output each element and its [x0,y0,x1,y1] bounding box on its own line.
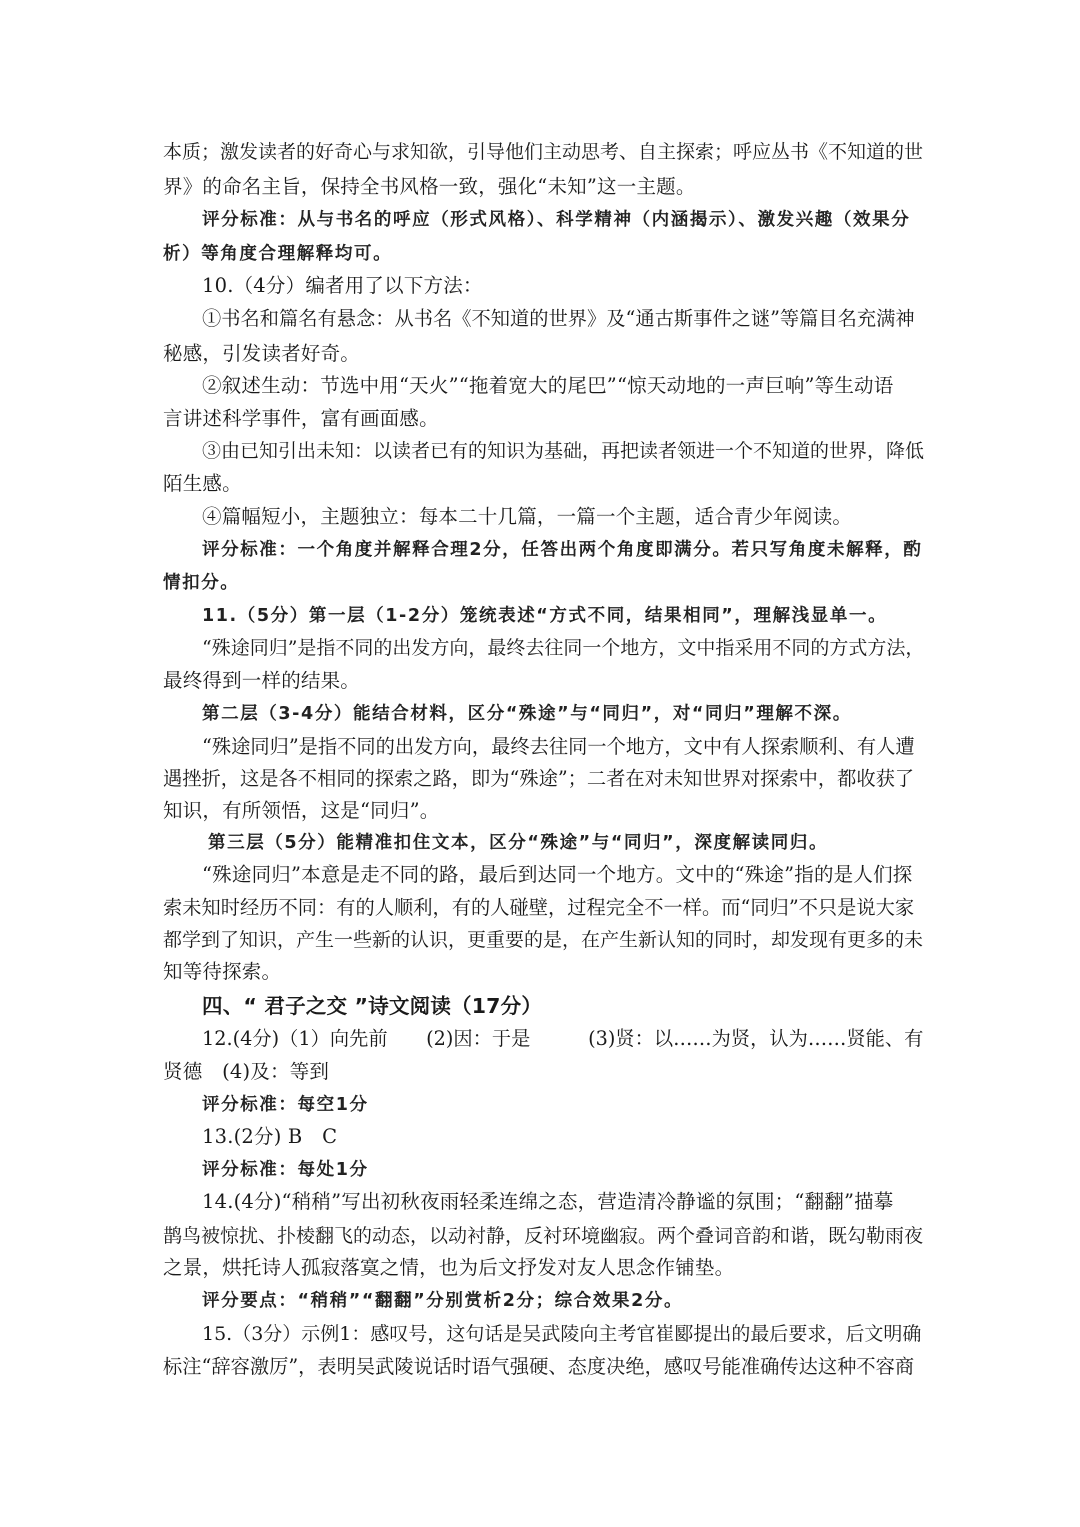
body-text-line: 知等待探索。 [163,960,282,983]
body-text-line: 遇挫折，这是各不相同的探索之路，即为“殊途”；二者在对未知世界对探索中，都收获了 [163,767,915,790]
body-text-line: “殊途同归”是指不同的出发方向，最终去往同一个地方，文中有人探索顺利、有人遭 [202,735,915,758]
scoring-note: 情扣分。 [163,573,240,593]
question-15-answer: 15.（3分）示例1：感叹号，这句话是吴武陵向主考官崔郾提出的最后要求，后文明确 [202,1323,922,1345]
body-text-line: 本质；激发读者的好奇心与求知欲，引导他们主动思考、自主探索；呼应丛书《不知道的世 [163,141,924,163]
body-text-line: ①书名和篇名有悬念：从书名《不知道的世界》及“通古斯事件之谜”等篇目名充满神 [202,307,915,330]
scoring-note: 评分标准：一个角度并解释合理2分，任答出两个角度即满分。若只写角度未解释，酌 [202,540,923,560]
scoring-note: 评分标准：每空1分 [202,1095,369,1115]
body-text-line: ③由已知引出未知：以读者已有的知识为基础，再把读者领进一个不知道的世界，降低 [202,440,925,462]
body-text-line: 贤德 (4)及：等到 [163,1060,330,1083]
scoring-note: 第二层（3-4分）能结合材料，区分“殊途”与“同归”，对“同归”理解不深。 [202,704,852,724]
body-text-line: 陌生感。 [163,472,242,495]
question-13-answer: 13.(2分) B C [202,1125,338,1148]
body-text-line: ④篇幅短小，主题独立：每本二十几篇，一篇一个主题，适合青少年阅读。 [202,505,853,528]
body-text-line: 索未知时经历不同：有的人顺利，有的人碰壁，过程完全不一样。而“同归”不只是说大家 [163,896,915,919]
scoring-note: 评分标准：从与书名的呼应（形式风格）、科学精神（内涵揭示）、激发兴趣（效果分 [202,210,911,230]
question-12-answer: 12.(4分)（1）向先前 (2)因：于是 (3)贤：以……为贤，认为……贤能、有 [202,1027,924,1050]
question-11-heading: 11.（5分）第一层（1-2分）笼统表述“方式不同，结果相同”，理解浅显单一。 [202,606,888,626]
body-text-line: 之景，烘托诗人孤寂落寞之情，也为后文抒发对友人思念作铺垫。 [163,1256,735,1279]
body-text-line: 最终得到一样的结果。 [163,669,361,692]
scoring-note: 评分标准：每处1分 [202,1160,369,1180]
body-text-line: “殊途同归”本意是走不同的路，最后到达同一个地方。文中的“殊途”指的是人们探 [202,863,913,886]
body-text-line: 标注“辞容激厉”，表明吴武陵说话时语气强硬、态度决绝，感叹号能准确传达这种不容商 [163,1355,915,1378]
body-text-line: 都学到了知识，产生一些新的认识，更重要的是，在产生新认知的同时，却发现有更多的未 [163,929,924,951]
question-10-heading: 10.（4分）编者用了以下方法： [202,274,483,297]
body-text-line: 言讲述科学事件，富有画面感。 [163,407,439,430]
body-text-line: “殊途同归”是指不同的出发方向，最终去往同一个地方，文中指采用不同的方式方法， [202,637,925,659]
body-text-line: ②叙述生动：节选中用“天火”“拖着宽大的尾巴”“惊天动地的一声巨响”等生动语 [202,374,894,397]
section-four-heading: 四、“ 君子之交 ”诗文阅读（17分） [202,994,543,1018]
body-text-line: 界》的命名主旨，保持全书风格一致，强化“未知”这一主题。 [163,175,696,198]
scoring-note: 第三层（5分）能精准扣住文本，区分“殊途”与“同归”，深度解读同归。 [208,833,829,853]
body-text-line: 知识，有所领悟，这是“同归”。 [163,799,440,822]
body-text-line: 鹊鸟被惊扰、扑棱翻飞的动态，以动衬静，反衬环境幽寂。两个叠词音韵和谐，既勾勒雨夜 [163,1225,924,1247]
question-14-answer: 14.(4分)“稍稍”写出初秋夜雨轻柔连绵之态，营造清冷静谧的氛围；“翻翻”描摹 [202,1190,894,1213]
scoring-note: 析）等角度合理解释均可。 [163,244,393,264]
body-text-line: 秘感，引发读者好奇。 [163,342,361,365]
scoring-note: 评分要点：“稍稍”“翻翻”分别赏析2分；综合效果2分。 [202,1291,684,1311]
